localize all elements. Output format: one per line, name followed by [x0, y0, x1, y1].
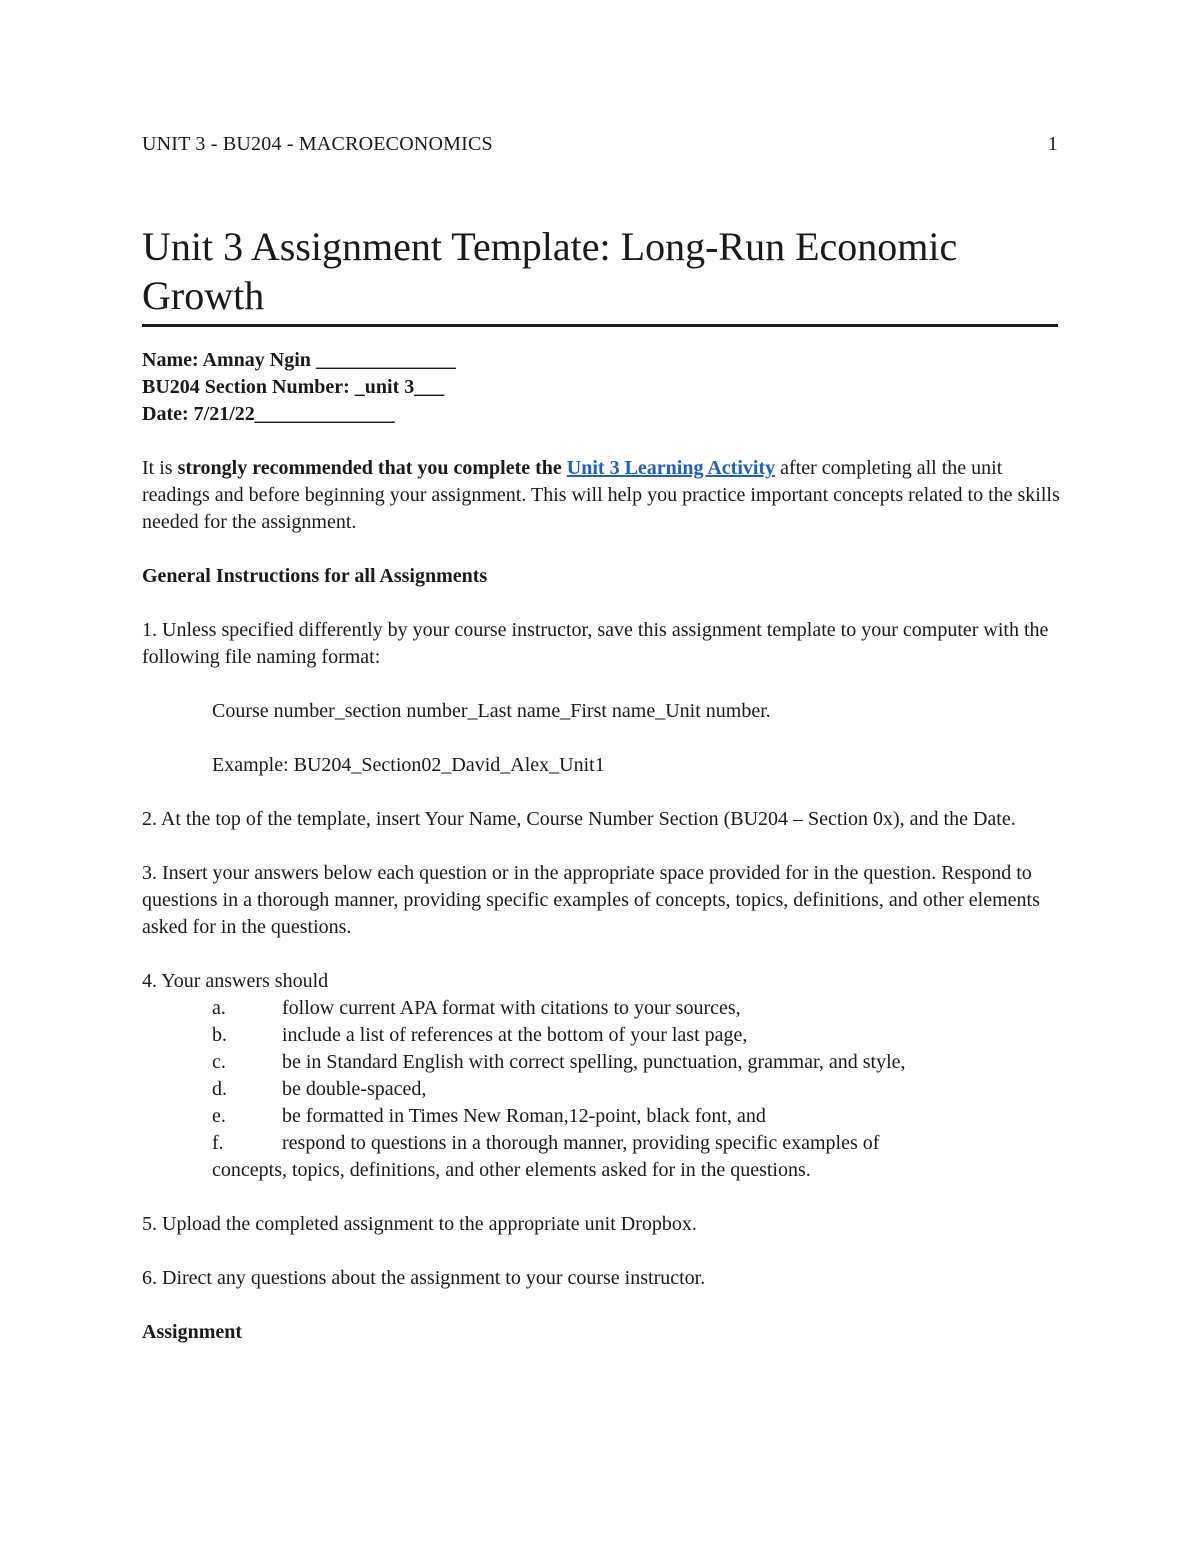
page-number: 1: [1047, 133, 1058, 155]
learning-activity-link[interactable]: Unit 3 Learning Activity: [566, 457, 776, 479]
list-item-text: be double-spaced,: [282, 1078, 427, 1100]
list-item: [212, 1049, 1062, 1076]
list-item: [212, 995, 1062, 1022]
instruction-step-6: 6. Direct any questions about the assignment to your course instructor.: [142, 1267, 706, 1289]
intro-lead: It is: [142, 457, 178, 479]
running-header: [142, 133, 1058, 156]
instruction-step-1: 1. Unless specified differently by your course instructor, save this assignment template to your computer with the following file naming format:: [142, 619, 1049, 668]
running-title: UNIT 3 - BU204 - MACROECONOMICS: [142, 133, 493, 155]
intro-rest: after completing all the unit readings and before beginning your assignment. This will help you practice important concepts related to the skills needed for the assignment.: [142, 457, 1060, 533]
instruction-step-3: 3. Insert your answers below each question or in the appropriate space provided for in the question. Respond to questions in a thorough manner, providing specific examples of concepts, topics, definitions, and other elements asked for in the questions.: [142, 862, 1040, 938]
list-item: [212, 1103, 1062, 1130]
list-item-letter: a.: [212, 997, 226, 1019]
list-item-letter: c.: [212, 1051, 226, 1073]
list-item: [212, 1130, 1062, 1157]
list-item-letter: d.: [212, 1078, 227, 1100]
file-naming-format: Course number_section number_Last name_First name_Unit number.: [212, 700, 771, 722]
list-item-letter: b.: [212, 1024, 227, 1046]
list-item: [212, 1076, 1062, 1103]
date-line: Date: 7/21/22______________: [142, 403, 395, 425]
answer-requirements-list: [142, 995, 1062, 1184]
list-item-text: follow current APA format with citations to your sources,: [282, 997, 741, 1019]
assignment-heading: Assignment: [142, 1321, 243, 1343]
document-body: [142, 347, 1062, 1346]
document-title: Unit 3 Assignment Template: Long-Run Economic Growth: [142, 222, 1058, 327]
instruction-step-4: 4. Your answers should: [142, 970, 329, 992]
list-item-letter: f.: [212, 1132, 224, 1154]
intro-paragraph: [142, 455, 1062, 536]
list-item-letter: e.: [212, 1105, 226, 1127]
instruction-step-5: 5. Upload the completed assignment to the appropriate unit Dropbox.: [142, 1213, 697, 1235]
file-naming-example: Example: BU204_Section02_David_Alex_Unit1: [212, 754, 605, 776]
list-continuation: concepts, topics, definitions, and other elements asked for in the questions.: [212, 1159, 811, 1181]
section-line: BU204 Section Number: _unit 3___: [142, 376, 445, 398]
intro-bold: strongly recommended that you complete the: [177, 457, 567, 479]
instruction-step-2: 2. At the top of the template, insert Your Name, Course Number Section (BU204 – Section 0x), and the Date.: [142, 808, 1016, 830]
general-instructions-heading: General Instructions for all Assignments: [142, 565, 488, 587]
list-item-text: be formatted in Times New Roman,12-point, black font, and: [282, 1105, 766, 1127]
list-item-text: include a list of references at the bottom of your last page,: [282, 1024, 748, 1046]
list-item-text: be in Standard English with correct spelling, punctuation, grammar, and style,: [282, 1051, 906, 1073]
name-line: Name: Amnay Ngin ______________: [142, 349, 456, 371]
list-item-text: respond to questions in a thorough manner, providing specific examples of: [282, 1132, 880, 1154]
list-item: [212, 1022, 1062, 1049]
